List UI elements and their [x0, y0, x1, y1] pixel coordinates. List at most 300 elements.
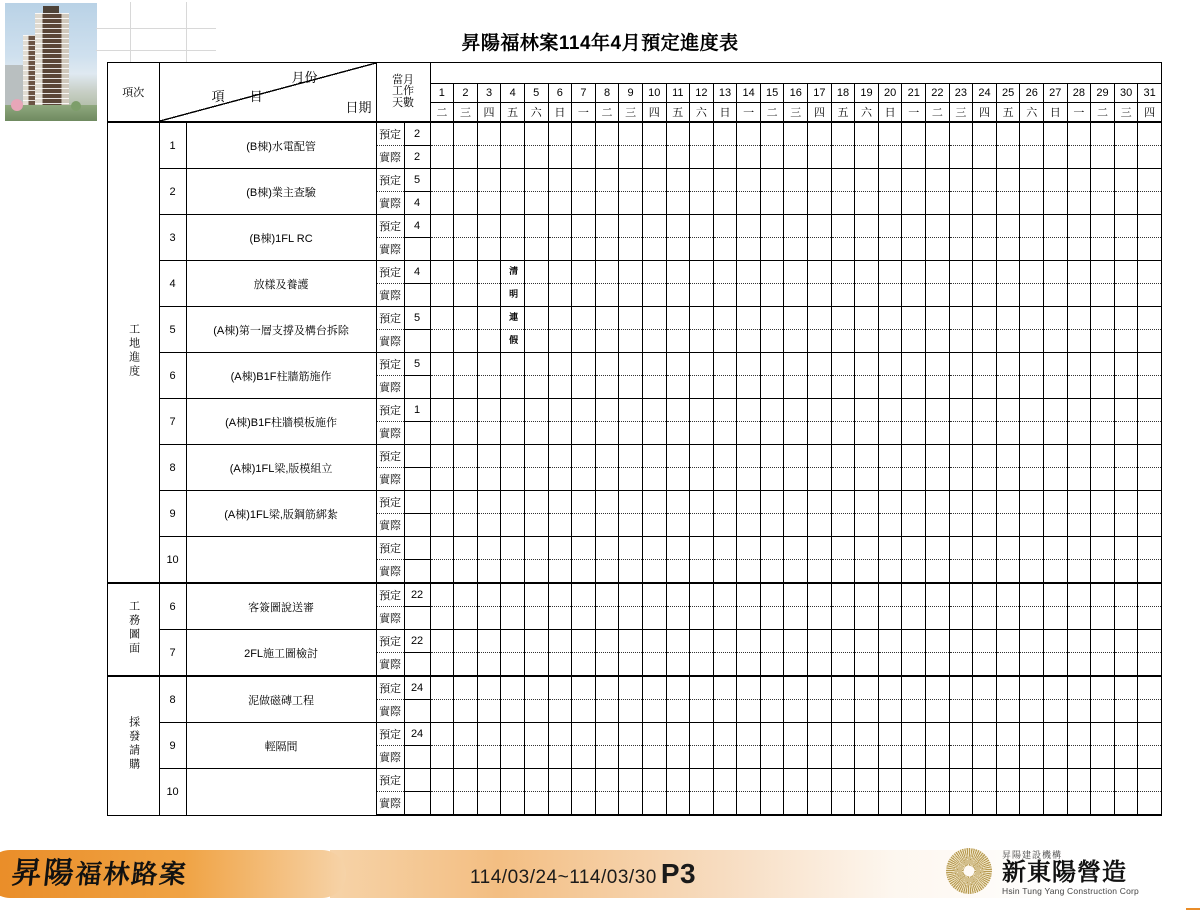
gantt-cell-plan-d18: [831, 445, 855, 468]
header-weekday-26: 六: [1020, 103, 1044, 122]
gantt-cell-plan-d5: [524, 307, 548, 330]
gantt-cell-plan-d24: [973, 307, 997, 330]
gantt-cell-actual-d28: [1067, 792, 1091, 816]
gantt-cell-plan-d29: [1091, 583, 1115, 607]
row-plan-label: 預定: [376, 630, 404, 653]
gantt-cell-plan-d21: [902, 261, 926, 284]
header-day-28: 28: [1067, 84, 1091, 103]
gantt-cell-actual-d29: [1091, 376, 1115, 399]
header-day-22: 22: [926, 84, 950, 103]
gantt-cell-plan-d26: [1020, 215, 1044, 238]
gantt-cell-actual-d28: [1067, 376, 1091, 399]
gantt-cell-plan-d27: [1044, 399, 1068, 422]
gantt-cell-actual-d4: [501, 376, 525, 399]
row-plan-workdays: 24: [404, 676, 430, 700]
gantt-cell-plan-d22: [926, 261, 950, 284]
gantt-cell-actual-d17: [808, 607, 832, 630]
gantt-cell-actual-d24: [973, 792, 997, 816]
gantt-cell-actual-d1: [430, 560, 454, 584]
gantt-cell-plan-d28: [1067, 169, 1091, 192]
row-plan-workdays: 2: [404, 122, 430, 146]
gantt-cell-plan-d2: [454, 399, 478, 422]
photo-tree-icon: [11, 99, 23, 111]
gantt-cell-actual-d24: [973, 607, 997, 630]
gantt-cell-actual-d8: [595, 146, 619, 169]
gantt-cell-actual-d8: [595, 607, 619, 630]
gantt-cell-plan-d22: [926, 215, 950, 238]
row-actual-workdays: [404, 422, 430, 445]
gantt-cell-plan-d19: [855, 261, 879, 284]
gantt-cell-actual-d30: [1114, 376, 1138, 399]
gantt-cell-plan-d10: [642, 307, 666, 330]
row-plan-workdays: [404, 537, 430, 560]
gantt-cell-plan-d14: [737, 445, 761, 468]
gantt-cell-actual-d3: [477, 514, 501, 537]
gantt-cell-plan-d15: [760, 215, 784, 238]
row-plan-label: 預定: [376, 445, 404, 468]
row-number: 7: [159, 399, 186, 445]
gantt-cell-plan-d27: [1044, 583, 1068, 607]
gantt-cell-actual-d3: [477, 422, 501, 445]
gantt-cell-plan-d29: [1091, 122, 1115, 146]
gantt-cell-actual-d6: [548, 376, 572, 399]
gantt-cell-actual-d27: [1044, 746, 1068, 769]
gantt-cell-actual-d26: [1020, 653, 1044, 677]
header-weekday-10: 四: [642, 103, 666, 122]
header-day-17: 17: [808, 84, 832, 103]
gantt-cell-actual-d4: [501, 238, 525, 261]
gantt-cell-actual-d5: [524, 792, 548, 816]
gantt-cell-plan-d22: [926, 307, 950, 330]
gantt-cell-actual-d21: [902, 792, 926, 816]
row-plan-label: 預定: [376, 261, 404, 284]
gantt-cell-plan-d4: [501, 583, 525, 607]
gantt-cell-actual-d28: [1067, 746, 1091, 769]
gantt-cell-plan-d12: [690, 122, 714, 146]
row-actual-label: 實際: [376, 792, 404, 816]
gantt-cell-plan-d1: [430, 537, 454, 560]
gantt-cell-actual-d21: [902, 284, 926, 307]
header-weekday-11: 五: [666, 103, 690, 122]
header-day-16: 16: [784, 84, 808, 103]
gantt-cell-actual-d31: [1138, 146, 1162, 169]
gantt-cell-plan-d31: [1138, 445, 1162, 468]
gantt-cell-actual-d20: [878, 422, 902, 445]
gantt-cell-plan-d29: [1091, 723, 1115, 746]
gantt-cell-actual-d30: [1114, 238, 1138, 261]
gantt-cell-plan-d12: [690, 537, 714, 560]
gantt-cell-plan-d22: [926, 630, 950, 653]
gantt-cell-actual-d28: [1067, 653, 1091, 677]
gantt-cell-actual-d20: [878, 607, 902, 630]
gantt-cell-plan-d12: [690, 676, 714, 700]
row-plan-workdays: 4: [404, 215, 430, 238]
holiday-label-char: 連: [508, 312, 519, 321]
gantt-cell-actual-d24: [973, 330, 997, 353]
gantt-cell-plan-d10: [642, 353, 666, 376]
gantt-cell-actual-d21: [902, 376, 926, 399]
gantt-cell-plan-d1: [430, 445, 454, 468]
gantt-cell-plan-d12: [690, 491, 714, 514]
gantt-cell-actual-d10: [642, 746, 666, 769]
gantt-cell-actual-d19: [855, 284, 879, 307]
gantt-cell-plan-d10: [642, 491, 666, 514]
gantt-cell-actual-d15: [760, 746, 784, 769]
gantt-cell-plan-d7: [572, 215, 596, 238]
gantt-cell-actual-d10: [642, 376, 666, 399]
gantt-cell-actual-d15: [760, 700, 784, 723]
gantt-cell-plan-d19: [855, 491, 879, 514]
gantt-cell-plan-d26: [1020, 537, 1044, 560]
gantt-cell-plan-d11: [666, 445, 690, 468]
gantt-cell-plan-d8: [595, 261, 619, 284]
gantt-cell-plan-d27: [1044, 261, 1068, 284]
gantt-cell-actual-d6: [548, 560, 572, 584]
table-row: [108, 122, 1162, 146]
gantt-cell-actual-d25: [996, 146, 1020, 169]
gantt-cell-actual-d3: [477, 607, 501, 630]
gantt-cell-actual-d8: [595, 284, 619, 307]
gantt-cell-plan-d15: [760, 630, 784, 653]
gantt-cell-actual-d11: [666, 468, 690, 491]
holiday-label-char: 假: [508, 335, 519, 344]
gantt-cell-plan-d31: [1138, 215, 1162, 238]
gantt-cell-actual-d23: [949, 607, 973, 630]
gantt-cell-actual-d7: [572, 192, 596, 215]
gantt-cell-plan-d28: [1067, 491, 1091, 514]
gantt-cell-plan-d11: [666, 399, 690, 422]
gantt-cell-actual-d12: [690, 192, 714, 215]
gantt-cell-actual-d29: [1091, 653, 1115, 677]
gantt-cell-actual-d16: [784, 653, 808, 677]
gantt-cell-plan-d24: [973, 769, 997, 792]
gantt-cell-actual-d15: [760, 192, 784, 215]
gantt-cell-plan-d20: [878, 676, 902, 700]
gantt-cell-actual-d8: [595, 746, 619, 769]
gantt-cell-plan-d2: [454, 261, 478, 284]
gantt-cell-actual-d5: [524, 376, 548, 399]
header-day-2: 2: [454, 84, 478, 103]
gantt-cell-actual-d26: [1020, 607, 1044, 630]
header-weekday-18: 五: [831, 103, 855, 122]
gantt-cell-plan-d22: [926, 399, 950, 422]
gantt-cell-plan-d15: [760, 445, 784, 468]
gantt-cell-actual-d15: [760, 468, 784, 491]
gantt-cell-actual-d30: [1114, 792, 1138, 816]
gantt-cell-actual-d17: [808, 746, 832, 769]
gantt-cell-actual-d21: [902, 468, 926, 491]
gantt-cell-actual-d27: [1044, 376, 1068, 399]
gantt-cell-plan-d30: [1114, 769, 1138, 792]
gantt-cell-plan-d26: [1020, 723, 1044, 746]
header-day-26: 26: [1020, 84, 1044, 103]
gantt-cell-plan-d18: [831, 491, 855, 514]
gantt-cell-plan-d29: [1091, 491, 1115, 514]
gantt-cell-plan-d15: [760, 583, 784, 607]
row-plan-label: 預定: [376, 169, 404, 192]
gantt-cell-plan-d18: [831, 399, 855, 422]
gantt-cell-actual-d31: [1138, 376, 1162, 399]
row-plan-workdays: 22: [404, 630, 430, 653]
gantt-cell-plan-d24: [973, 261, 997, 284]
gantt-cell-actual-d21: [902, 238, 926, 261]
gantt-cell-actual-d27: [1044, 653, 1068, 677]
gantt-cell-plan-d13: [713, 399, 737, 422]
gantt-cell-actual-d8: [595, 514, 619, 537]
gantt-cell-plan-d4: [501, 445, 525, 468]
footer-date-range: 114/03/24~114/03/30: [470, 867, 657, 888]
gantt-cell-actual-d19: [855, 607, 879, 630]
gantt-cell-plan-d16: [784, 537, 808, 560]
row-number: 1: [159, 122, 186, 169]
gantt-cell-plan-d13: [713, 215, 737, 238]
header-day-30: 30: [1114, 84, 1138, 103]
gantt-cell-plan-d19: [855, 215, 879, 238]
gantt-cell-actual-d4: [501, 422, 525, 445]
gantt-cell-plan-d24: [973, 445, 997, 468]
gantt-cell-actual-d22: [926, 700, 950, 723]
gantt-cell-plan-d7: [572, 122, 596, 146]
gantt-cell-plan-d10: [642, 399, 666, 422]
gantt-cell-plan-d14: [737, 583, 761, 607]
row-task-name: (A棟)B1F柱牆筋施作: [186, 353, 376, 399]
gantt-cell-actual-d14: [737, 376, 761, 399]
gantt-cell-plan-d3: [477, 261, 501, 284]
gantt-cell-actual-d2: [454, 422, 478, 445]
gantt-cell-actual-d2: [454, 700, 478, 723]
gantt-cell-actual-d19: [855, 192, 879, 215]
gantt-cell-plan-d19: [855, 307, 879, 330]
gantt-cell-plan-d10: [642, 630, 666, 653]
gantt-cell-actual-d28: [1067, 422, 1091, 445]
header-day-25: 25: [996, 84, 1020, 103]
header-weekday-7: 一: [572, 103, 596, 122]
gantt-cell-actual-d30: [1114, 653, 1138, 677]
gantt-cell-plan-d12: [690, 353, 714, 376]
row-number: 10: [159, 769, 186, 816]
row-actual-workdays: [404, 700, 430, 723]
gantt-cell-actual-d19: [855, 792, 879, 816]
gantt-cell-actual-d8: [595, 560, 619, 584]
gantt-cell-actual-d23: [949, 238, 973, 261]
gantt-cell-plan-d12: [690, 445, 714, 468]
gantt-cell-plan-d19: [855, 676, 879, 700]
gantt-cell-actual-d8: [595, 700, 619, 723]
gantt-cell-plan-d24: [973, 399, 997, 422]
gantt-cell-actual-d7: [572, 146, 596, 169]
gantt-cell-actual-d9: [619, 284, 643, 307]
header-weekday-24: 四: [973, 103, 997, 122]
gantt-cell-actual-d7: [572, 700, 596, 723]
gantt-cell-plan-d23: [949, 676, 973, 700]
gantt-cell-plan-d19: [855, 122, 879, 146]
gantt-cell-plan-d22: [926, 676, 950, 700]
row-actual-workdays: 4: [404, 192, 430, 215]
header-weekday-5: 六: [524, 103, 548, 122]
gantt-cell-plan-d30: [1114, 122, 1138, 146]
gantt-cell-plan-d14: [737, 723, 761, 746]
gantt-cell-plan-d30: [1114, 445, 1138, 468]
table-body: [108, 122, 1162, 815]
gantt-cell-actual-d2: [454, 284, 478, 307]
gantt-cell-plan-d21: [902, 353, 926, 376]
gantt-cell-actual-d20: [878, 560, 902, 584]
row-actual-workdays: [404, 330, 430, 353]
gantt-cell-plan-d27: [1044, 537, 1068, 560]
gantt-cell-plan-d6: [548, 676, 572, 700]
gantt-cell-plan-d20: [878, 537, 902, 560]
gantt-cell-actual-d23: [949, 700, 973, 723]
header-weekday-21: 一: [902, 103, 926, 122]
gantt-cell-actual-d7: [572, 376, 596, 399]
gantt-cell-actual-d12: [690, 792, 714, 816]
gantt-cell-plan-d24: [973, 122, 997, 146]
row-plan-workdays: 24: [404, 723, 430, 746]
gantt-cell-actual-d18: [831, 376, 855, 399]
gantt-cell-actual-d30: [1114, 146, 1138, 169]
row-actual-workdays: [404, 376, 430, 399]
gantt-cell-plan-d14: [737, 353, 761, 376]
gantt-cell-actual-d9: [619, 560, 643, 584]
gantt-cell-plan-d22: [926, 723, 950, 746]
gantt-cell-actual-d16: [784, 746, 808, 769]
table-row: [108, 215, 1162, 238]
gantt-cell-plan-d25: [996, 723, 1020, 746]
gantt-cell-actual-d19: [855, 746, 879, 769]
gantt-cell-plan-d2: [454, 169, 478, 192]
gantt-cell-actual-d21: [902, 653, 926, 677]
gantt-cell-actual-d12: [690, 560, 714, 584]
gantt-cell-plan-d26: [1020, 491, 1044, 514]
gantt-cell-plan-d19: [855, 769, 879, 792]
gantt-cell-plan-d25: [996, 583, 1020, 607]
gantt-cell-plan-d18: [831, 169, 855, 192]
photo-tree-icon: [71, 101, 81, 111]
group-label-3: [108, 676, 160, 815]
page-title: 昇陽福林案114年4月預定進度表: [461, 33, 739, 54]
gantt-cell-plan-d15: [760, 769, 784, 792]
gantt-cell-actual-d17: [808, 792, 832, 816]
gantt-cell-plan-d27: [1044, 491, 1068, 514]
gantt-cell-actual-d5: [524, 192, 548, 215]
gantt-cell-plan-d17: [808, 537, 832, 560]
gantt-cell-actual-d1: [430, 653, 454, 677]
footer-company-group: 昇陽建設機構: [1002, 849, 1063, 860]
gantt-cell-plan-d25: [996, 491, 1020, 514]
gantt-cell-actual-d30: [1114, 192, 1138, 215]
gantt-cell-actual-d14: [737, 653, 761, 677]
header-day-31: 31: [1138, 84, 1162, 103]
gantt-cell-actual-d1: [430, 607, 454, 630]
row-task-name: 2FL施工圖檢討: [186, 630, 376, 677]
gantt-cell-plan-d3: [477, 445, 501, 468]
gantt-cell-actual-d7: [572, 330, 596, 353]
gantt-cell-actual-d10: [642, 792, 666, 816]
gantt-cell-actual-d9: [619, 700, 643, 723]
gantt-cell-actual-d12: [690, 284, 714, 307]
gantt-cell-actual-d10: [642, 700, 666, 723]
gantt-cell-actual-d5: [524, 238, 548, 261]
gantt-cell-actual-d19: [855, 422, 879, 445]
gantt-cell-plan-d28: [1067, 445, 1091, 468]
gantt-cell-actual-d24: [973, 746, 997, 769]
header-day-5: 5: [524, 84, 548, 103]
gantt-cell-plan-d8: [595, 122, 619, 146]
header-diagonal-split: [160, 63, 376, 121]
row-actual-workdays: [404, 746, 430, 769]
gantt-cell-plan-d27: [1044, 215, 1068, 238]
table-row: [108, 583, 1162, 607]
gantt-cell-plan-d20: [878, 261, 902, 284]
gantt-cell-plan-d2: [454, 307, 478, 330]
gantt-cell-plan-d7: [572, 169, 596, 192]
gantt-cell-plan-d21: [902, 491, 926, 514]
gantt-cell-plan-d22: [926, 445, 950, 468]
gantt-cell-actual-d10: [642, 146, 666, 169]
gantt-cell-actual-d11: [666, 607, 690, 630]
gantt-cell-actual-d24: [973, 560, 997, 584]
gantt-cell-plan-d30: [1114, 307, 1138, 330]
gantt-cell-actual-d27: [1044, 422, 1068, 445]
gantt-cell-actual-d9: [619, 468, 643, 491]
gantt-cell-plan-d5: [524, 122, 548, 146]
gantt-cell-actual-d9: [619, 746, 643, 769]
footer-project-brand: [10, 848, 191, 892]
gantt-cell-actual-d24: [973, 468, 997, 491]
row-task-name: (A棟)第一層支撐及構台拆除: [186, 307, 376, 353]
gantt-cell-plan-d6: [548, 445, 572, 468]
gantt-cell-plan-d6: [548, 769, 572, 792]
row-actual-workdays: [404, 607, 430, 630]
gantt-cell-plan-d9: [619, 676, 643, 700]
gantt-cell-plan-d5: [524, 537, 548, 560]
gantt-cell-plan-d30: [1114, 215, 1138, 238]
gantt-cell-plan-d10: [642, 261, 666, 284]
gantt-cell-plan-d14: [737, 676, 761, 700]
gantt-cell-actual-d12: [690, 514, 714, 537]
gantt-cell-plan-d11: [666, 353, 690, 376]
gantt-cell-actual-d16: [784, 146, 808, 169]
gantt-cell-plan-d6: [548, 399, 572, 422]
gantt-cell-plan-d4: [501, 676, 525, 700]
gantt-cell-plan-d24: [973, 583, 997, 607]
row-task-name: 輕隔間: [186, 723, 376, 769]
gantt-cell-actual-d27: [1044, 607, 1068, 630]
gantt-cell-actual-d4: [501, 653, 525, 677]
gantt-cell-actual-d15: [760, 422, 784, 445]
table-row: [108, 307, 1162, 330]
gantt-cell-plan-d18: [831, 215, 855, 238]
sunburst-logo-icon: [946, 848, 992, 894]
gantt-cell-actual-d20: [878, 376, 902, 399]
header-weekday-22: 二: [926, 103, 950, 122]
gantt-cell-actual-d16: [784, 192, 808, 215]
gantt-cell-plan-d6: [548, 169, 572, 192]
gantt-cell-actual-d25: [996, 238, 1020, 261]
gantt-cell-plan-d16: [784, 445, 808, 468]
gantt-cell-plan-d16: [784, 676, 808, 700]
gantt-cell-plan-d6: [548, 307, 572, 330]
gantt-cell-plan-d23: [949, 261, 973, 284]
gantt-cell-actual-d18: [831, 284, 855, 307]
gantt-cell-actual-d25: [996, 330, 1020, 353]
gantt-cell-actual-d19: [855, 468, 879, 491]
row-actual-label: 實際: [376, 607, 404, 630]
gantt-cell-plan-d25: [996, 537, 1020, 560]
table-row: [108, 261, 1162, 284]
gantt-cell-actual-d5: [524, 560, 548, 584]
header-weekday-9: 三: [619, 103, 643, 122]
